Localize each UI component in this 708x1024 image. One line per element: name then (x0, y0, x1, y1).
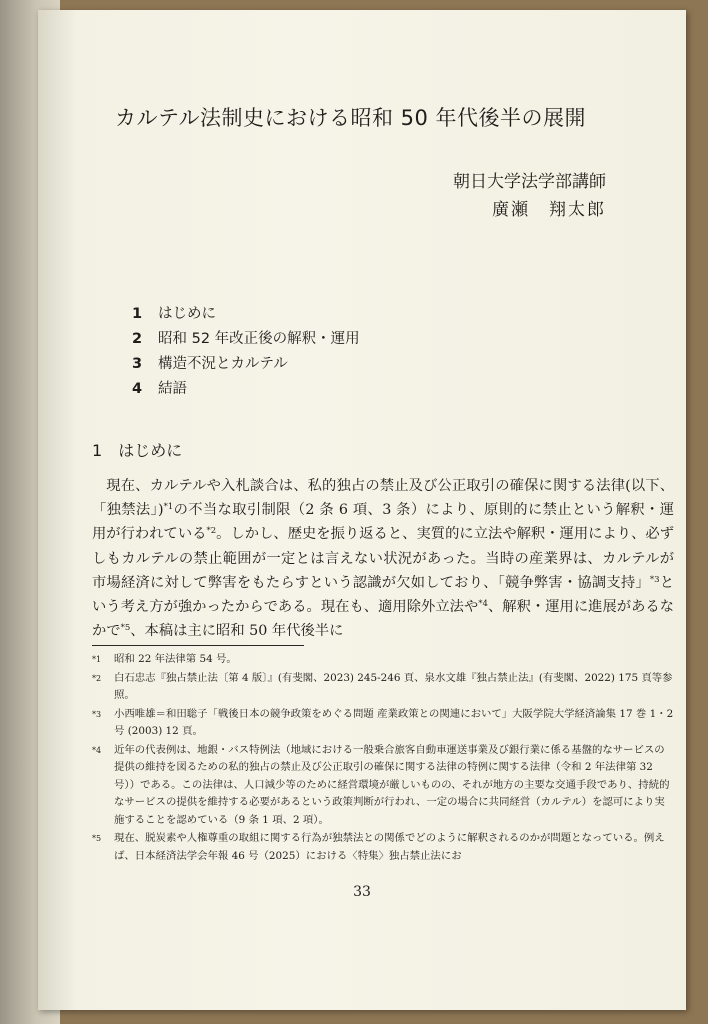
toc-item-label: はじめに (158, 306, 216, 322)
footnote (92, 830, 674, 865)
footnote (92, 742, 674, 830)
body-text-run: 。しかし、歴史を振り返ると、実質的に立法や解釈・運用により、必ずしもカルテルの禁止範囲が一定とは言えない状況があった。当時の産業界は、カルテルが市場経済に対して弊害をもたらすという認識が欠如しており、「競争弊害・協調支持」 (92, 526, 674, 591)
footnote-ref: *5 (120, 623, 131, 634)
footnote-ref: *4 (478, 599, 488, 610)
footnote-mark: *2 (92, 673, 102, 683)
body-text-run: という考え方が強かったからである。現在も、適用除外立法や (92, 574, 674, 616)
body-text-run: の不当な取引制限（2 条 6 項、3 条）により、原則的に禁止という解釈・運用が行われている (92, 502, 674, 543)
toc-item-label: 結語 (158, 381, 187, 397)
section-heading (92, 438, 182, 461)
toc-item-number: 1 (132, 306, 143, 322)
toc-item (132, 302, 360, 327)
footnote-mark: *3 (92, 709, 102, 719)
body-paragraph (92, 474, 674, 643)
body-text-run: 現在、カルテルや入札談合は、私的独占の禁止及び公正取引の確保に関する法律(以下、「独禁法」) (92, 478, 674, 519)
footnote (92, 651, 674, 669)
footnote (92, 670, 674, 705)
footnote-text: 近年の代表例は、地銀・バス特例法（地域における一般乗合旅客自動車運送事業及び銀行業に係る基盤的なサービスの提供の維持を図るための私的独占の禁止及び公正取引の確保に関する法律の特例に関する法律（令和 2 年法律第 32 号））である。この法律は、人口減少等のために経営環境が厳しいものの、それが地方の主要な交通手段であり、持続的なサービスの提供を維持する必要があるという政策判断が行われ、一定の場合に共同経営（カルテル）を認可により実施することを認めている（9 条 1 項、2 項）。 (114, 743, 670, 826)
footnote-divider (92, 645, 304, 646)
toc-item (132, 327, 360, 352)
toc-item-number: 2 (132, 331, 143, 347)
footnote-mark: *5 (92, 834, 102, 843)
book-page (38, 10, 686, 1010)
footnote-text: 小西唯雄＝和田聡子「戦後日本の競争政策をめぐる問題 産業政策との関連において」大阪学院大学経済論集 17 巻 1・2 号 (2003) 12 頁。 (114, 707, 674, 737)
footnote-ref: *1 (163, 502, 174, 513)
article-title: カルテル法制史における昭和 50 年代後半の展開 (115, 106, 587, 130)
footnotes (92, 651, 674, 866)
footnote-text: 現在、脱炭素や人権尊重の取組に関する行為が独禁法との関係でどのように解釈されるのかが問題となっている。例えば、日本経済法学会年報 46 号（2025）における〈特集〉独占禁止法にお (114, 832, 665, 862)
author-affiliation: 朝日大学法学部講師 (453, 172, 606, 192)
toc-item-number: 3 (132, 356, 143, 372)
footnote-ref: *3 (649, 574, 660, 585)
footnote (92, 706, 674, 741)
table-of-contents (132, 302, 360, 402)
page-number: 33 (353, 884, 371, 900)
toc-item-label: 構造不況とカルテル (158, 356, 288, 372)
footnote-text: 昭和 22 年法律第 54 号。 (114, 653, 237, 665)
footnote-text: 白石忠志『独占禁止法〔第 4 版〕』(有斐閣、2023) 245-246 頁、泉水文雄『独占禁止法』(有斐閣、2022) 175 頁等参照。 (114, 671, 673, 701)
footnote-mark: *4 (92, 745, 102, 755)
section-title: はじめに (118, 441, 183, 460)
author-name: 廣瀬 翔太郎 (492, 200, 606, 220)
body-text-run: 、本稿は主に昭和 50 年代後半に (130, 623, 344, 640)
toc-item (132, 377, 360, 402)
toc-item-number: 4 (132, 381, 143, 397)
footnote-mark: *1 (92, 655, 102, 664)
toc-item-label: 昭和 52 年改正後の解釈・運用 (158, 331, 360, 347)
section-number: 1 (92, 441, 103, 460)
body-text-run: 、解釈・運用に進展があるなかで (92, 599, 675, 640)
toc-item (132, 352, 360, 377)
footnote-ref: *2 (206, 526, 217, 537)
